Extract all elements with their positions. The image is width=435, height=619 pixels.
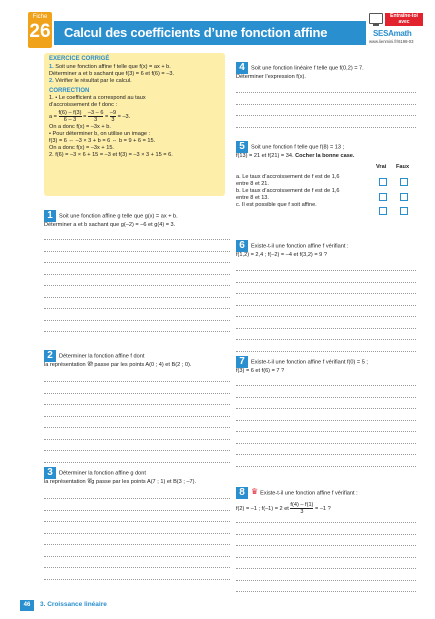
ex5-line1: Soit une fonction f telle que f(8) = 13 ; — [251, 144, 345, 151]
ex3-line2: la représentation 𝒞g passe par les points A(7 ; 1) et B(3 ; –7). — [44, 479, 197, 485]
ex6-line2: f(1,2) = 2,4 ; f(–2) = –4 et f(3,2) = 9 ? — [236, 252, 327, 258]
formula-den1: 6 – 3 — [63, 117, 77, 123]
exercise-number-8: 8 — [236, 487, 248, 499]
ex5-statements — [236, 174, 372, 209]
ex8-line2a: f(2) = –1 ; f(–1) = 2 et — [236, 505, 289, 512]
answer-lines-4[interactable] — [236, 92, 416, 138]
chapter-label: 3. Croissance linéaire — [40, 601, 107, 608]
promo-box[interactable] — [367, 10, 425, 46]
formula-den2: 3 — [94, 117, 98, 123]
checkbox-a-false[interactable] — [400, 178, 408, 186]
ex2-line1: Déterminer la fonction affine f dont — [59, 353, 145, 360]
correction-line3: On a donc f(x) = –3x + b. — [49, 124, 111, 130]
exercise-number-2: 2 — [44, 350, 56, 362]
ex7-line2: f(3) = 6 et f(6) = 7 ? — [236, 368, 285, 374]
answer-lines-1[interactable] — [44, 239, 230, 343]
formula-num2: –3 – 6 — [87, 110, 104, 116]
ex5-line2-bold: Cocher la bonne case. — [295, 153, 355, 159]
exercise-number-5: 5 — [236, 141, 248, 153]
correction-title: CORRECTION — [49, 88, 90, 94]
correction-line4: • Pour déterminer b, on utilise un image : — [49, 131, 151, 137]
exercise-2 — [44, 350, 230, 369]
page-number: 46 — [20, 600, 34, 611]
correction-line6: On a donc f(x) = –3x + 15. — [49, 145, 114, 151]
exercise-number-4: 4 — [236, 62, 248, 74]
ex2-line2: la représentation 𝒞f passe par les points A(0 ; 4) et B(2 ; 0). — [44, 362, 192, 368]
exercise-4 — [236, 62, 416, 81]
ex1-line2: Déterminer a et b sachant que g(–2) = –6 et g(4) = 3. — [44, 222, 176, 228]
correction-line2: d’accroissement de f donc : — [49, 102, 118, 108]
formula-frac2 — [88, 110, 104, 123]
ex5-c-line1: c. Il est possible que f soit affine. — [236, 202, 317, 208]
checkbox-c-true[interactable] — [379, 207, 387, 215]
ex5-line2: f(13) = 21 et f(21) = 34. — [236, 153, 294, 159]
ex3-line1: Déterminer la fonction affine g dont — [59, 470, 146, 477]
exercise-5 — [236, 141, 416, 160]
difficulty-icon: ♛ — [251, 487, 259, 497]
checkbox-b-true[interactable] — [379, 193, 387, 201]
true-column-header: Vrai — [376, 164, 387, 170]
exercise-8 — [236, 487, 416, 515]
sesamath-logo: SESAmath — [373, 29, 412, 38]
corrige-title: EXERCICE CORRIGÉ — [49, 56, 110, 62]
ex8-frac-num: f(4) – f(1) — [290, 502, 314, 508]
checkbox-a-true[interactable] — [379, 178, 387, 186]
promo-line2: avec — [398, 18, 410, 25]
computer-icon — [369, 13, 383, 24]
ex5-b-line1: b. Le taux d’accroissement de f est de 1,6 — [236, 188, 340, 194]
page-title: Calcul des coefficients d’une fonction affine — [64, 25, 328, 40]
exercise-number-6: 6 — [236, 240, 248, 252]
correction-line7: 2. f(6) = –3 × 6 + 15 = –3 et f(3) = –3 × 3 + 15 = 6. — [49, 152, 173, 158]
corrige-q2-text: Vérifier le résultat par le calcul. — [55, 78, 132, 84]
answer-lines-3[interactable] — [44, 498, 230, 590]
exercise-number-3: 3 — [44, 467, 56, 479]
promo-line1: Entraîne-toi — [390, 13, 418, 19]
ex5-a-line1: a. Le taux d’accroissement de f est de 1,6 — [236, 174, 340, 180]
correction-formula: a = $\frac{f(6) - f(3)}{6 - 3}$ = $\frac{-3 - 6}{3}$ = $\frac{-9}{3}$ = –3. — [49, 110, 131, 123]
corrected-exercise-box — [44, 53, 225, 196]
fiche-label: Fiche — [32, 14, 48, 20]
promo-label — [385, 13, 423, 26]
exercise-number-7: 7 — [236, 356, 248, 368]
exercise-1 — [44, 210, 230, 229]
false-column-header: Faux — [396, 164, 410, 170]
ex1-line1: Soit une fonction affine g telle que g(x) = ax + b. — [59, 213, 178, 220]
corrige-q1-line1: Soit une fonction affine f telle que f(x) = ax + b. — [55, 64, 171, 70]
ex5-a-line2: entre 8 et 21. — [236, 181, 269, 187]
formula-den3: 3 — [111, 117, 115, 123]
answer-lines-6[interactable] — [236, 270, 416, 362]
exercise-6 — [236, 240, 416, 259]
answer-lines-2[interactable] — [44, 381, 230, 473]
corrige-q2-num: 2. — [49, 78, 54, 84]
ex8-frac-den: 3 — [300, 509, 304, 515]
ex4-line2: Déterminer l’expression f(x). — [236, 74, 306, 80]
ex8-line1: Existe-t-il une fonction affine f vérifiant : — [260, 490, 358, 497]
answer-lines-7[interactable] — [236, 385, 416, 477]
formula-lhs: a = — [49, 113, 57, 120]
checkbox-b-false[interactable] — [400, 193, 408, 201]
formula-result: = –3. — [117, 113, 131, 120]
answer-lines-8[interactable] — [236, 522, 416, 603]
checkbox-c-false[interactable] — [400, 207, 408, 215]
exercise-number-1: 1 — [44, 210, 56, 222]
promo-url[interactable]: www.lienmini.fr/6198-03 — [369, 39, 414, 44]
formula-frac1 — [59, 110, 82, 123]
ex8-line2b: = –1 ? — [315, 505, 331, 512]
fiche-badge — [28, 12, 52, 48]
corrige-q1-line2: Déterminer a et b sachant que f(3) = 6 et f(6) = –3. — [49, 71, 174, 77]
formula-num1: f(6) – f(3) — [58, 110, 82, 116]
correction-line5: f(3) = 6 ⇔ –3 × 3 + b = 6 ⇔ b = 9 + 6 = 15. — [49, 138, 156, 144]
ex7-line1: Existe-t-il une fonction affine f vérifiant f(0) = 5 ; — [251, 359, 368, 366]
ex8-fraction — [290, 502, 313, 515]
ex6-line1: Existe-t-il une fonction affine f vérifiant : — [251, 243, 349, 250]
exercise-7 — [236, 356, 416, 375]
ex5-b-line2: entre 8 et 13. — [236, 195, 269, 201]
fiche-number: 26 — [29, 21, 51, 42]
ex4-line1: Soit une fonction linéaire f telle que f(0,2) = 7. — [251, 65, 364, 72]
exercise-3 — [44, 467, 230, 486]
corrige-q1-num: 1. — [49, 64, 54, 70]
formula-frac3 — [110, 110, 116, 123]
formula-num3: –9 — [109, 110, 117, 116]
correction-line1: 1. • Le coefficient a correspond au taux — [49, 95, 146, 101]
